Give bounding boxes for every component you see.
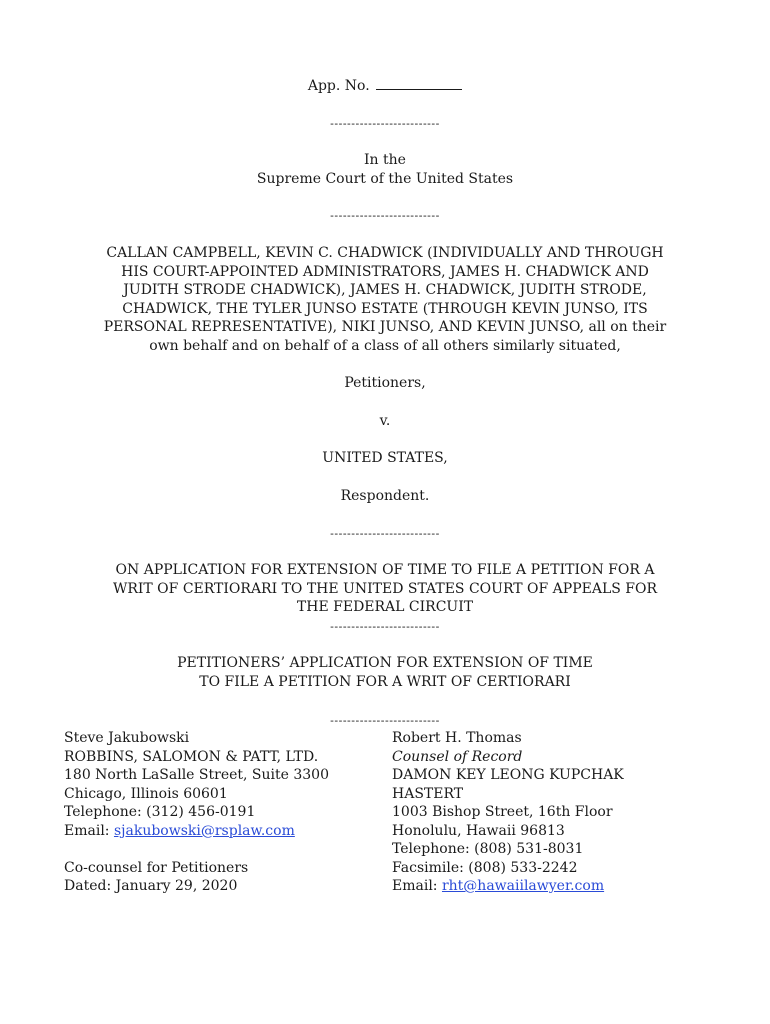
co-counsel-block xyxy=(64,729,329,896)
separator-3: -------------------------- xyxy=(330,527,440,540)
counsel-telephone: Telephone: (808) 531-8031 xyxy=(392,841,584,857)
counsel-firm-line-1: DAMON KEY LEONG KUPCHAK xyxy=(392,767,624,783)
application-title-line-1: PETITIONERS’ APPLICATION FOR EXTENSION OF TIME xyxy=(177,655,593,671)
counsel-of-record-role: Counsel of Record xyxy=(392,748,523,765)
counsel-email-label: Email: xyxy=(392,878,438,894)
parties-line: CALLAN CAMPBELL, KEVIN C. CHADWICK (INDIVIDUALLY AND THROUGH xyxy=(106,245,664,261)
counsel-of-record-block xyxy=(392,729,624,896)
co-counsel-name: Steve Jakubowski xyxy=(64,730,190,746)
app-number-line xyxy=(0,77,770,96)
counsel-of-record-name: Robert H. Thomas xyxy=(392,730,522,746)
respondent-name: UNITED STATES, xyxy=(322,450,448,466)
co-counsel-role: Co-counsel for Petitioners xyxy=(64,859,249,876)
co-counsel-telephone: Telephone: (312) 456-0191 xyxy=(64,804,256,820)
parties-line: own behalf and on behalf of a class of all others similarly situated, xyxy=(149,337,621,354)
parties-caption xyxy=(85,244,685,355)
counsel-street: 1003 Bishop Street, 16th Floor xyxy=(392,804,613,820)
separator-2: -------------------------- xyxy=(330,209,440,222)
respondent-label: Respondent. xyxy=(340,488,430,504)
separator-4: -------------------------- xyxy=(330,620,440,633)
on-application-line-1: ON APPLICATION FOR EXTENSION OF TIME TO FILE A PETITION FOR A xyxy=(115,562,655,578)
separator-5: -------------------------- xyxy=(330,714,440,727)
counsel-email-link[interactable]: rht@hawaiilawyer.com xyxy=(441,878,605,894)
co-counsel-firm: ROBBINS, SALOMON & PATT, LTD. xyxy=(64,748,319,765)
court-line-1: In the xyxy=(364,152,406,168)
parties-line: HIS COURT-APPOINTED ADMINISTRATORS, JAMES H. CHADWICK AND xyxy=(121,263,649,280)
parties-line: JUDITH STRODE CHADWICK), JAMES H. CHADWICK, JUDITH STRODE, xyxy=(123,282,647,298)
parties-line: PERSONAL REPRESENTATIVE), NIKI JUNSO, AND KEVIN JUNSO, all on their xyxy=(103,319,667,335)
counsel-firm-line-2: HASTERT xyxy=(392,785,464,802)
on-application-line-2: WRIT OF CERTIORARI TO THE UNITED STATES COURT OF APPEALS FOR xyxy=(112,581,658,597)
on-application-line-3: THE FEDERAL CIRCUIT xyxy=(296,599,474,615)
separator-1: -------------------------- xyxy=(330,117,440,130)
date-line: Dated: January 29, 2020 xyxy=(64,878,238,894)
app-number-label: App. No. xyxy=(307,78,370,94)
court-name: Supreme Court of the United States xyxy=(256,171,514,187)
co-counsel-spacer xyxy=(64,840,329,859)
petitioners-label: Petitioners, xyxy=(344,375,426,391)
co-counsel-email-line xyxy=(64,822,329,841)
counsel-facsimile: Facsimile: (808) 533-2242 xyxy=(392,859,578,876)
co-counsel-email-label: Email: xyxy=(64,822,110,839)
co-counsel-city: Chicago, Illinois 60601 xyxy=(64,785,228,802)
parties-line: CHADWICK, THE TYLER JUNSO ESTATE (THROUGH KEVIN JUNSO, ITS xyxy=(122,300,648,317)
app-number-blank xyxy=(376,77,462,90)
counsel-email-line xyxy=(392,877,624,896)
application-title-line-2: TO FILE A PETITION FOR A WRIT OF CERTIORARI xyxy=(199,674,571,690)
counsel-city: Honolulu, Hawaii 96813 xyxy=(392,822,565,839)
co-counsel-email-link[interactable]: sjakubowski@rsplaw.com xyxy=(113,822,295,839)
versus: v. xyxy=(379,413,391,429)
co-counsel-street: 180 North LaSalle Street, Suite 3300 xyxy=(64,767,329,783)
